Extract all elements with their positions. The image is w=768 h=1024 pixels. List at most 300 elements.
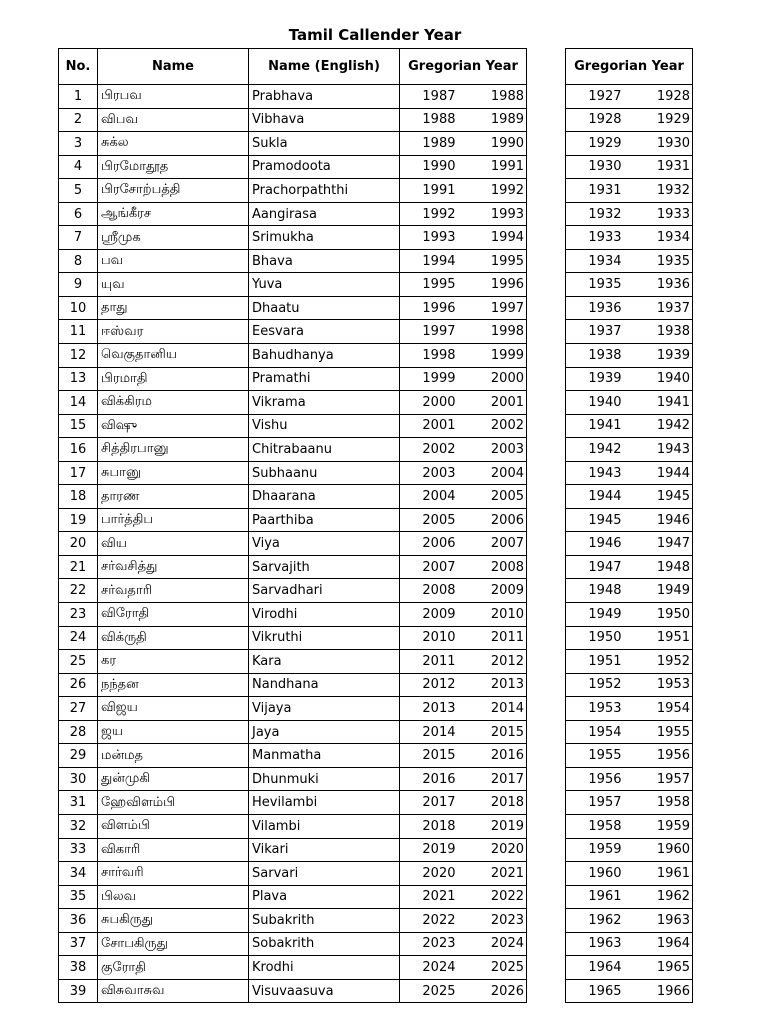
side-table-row — [566, 414, 693, 438]
gregorian-end-year: 1994 — [464, 226, 527, 250]
tamil-name: ஹேவிளம்பி — [98, 791, 249, 815]
gregorian-start-year: 2008 — [400, 579, 464, 603]
gregorian-start-year: 1995 — [400, 273, 464, 297]
side-table-row — [566, 202, 693, 226]
side-table-row — [566, 226, 693, 250]
english-name: Bhava — [249, 249, 400, 273]
gregorian-end-year: 1990 — [464, 132, 527, 156]
gregorian-start-year: 1991 — [400, 179, 464, 203]
earlier-cycle-end-year: 1950 — [630, 603, 693, 627]
tamil-name: சோபகிருது — [98, 932, 249, 956]
tamil-name: ஜய — [98, 720, 249, 744]
gregorian-end-year: 2009 — [464, 579, 527, 603]
gregorian-start-year: 2025 — [400, 979, 464, 1003]
english-name: Krodhi — [249, 956, 400, 980]
english-name: Dhaarana — [249, 485, 400, 509]
earlier-cycle-start-year: 1942 — [566, 438, 630, 462]
earlier-cycle-end-year: 1942 — [630, 414, 693, 438]
table-row — [59, 744, 527, 768]
english-name: Vilambi — [249, 814, 400, 838]
gregorian-start-year: 1987 — [400, 85, 464, 109]
tamil-name: விசுவாசுவ — [98, 979, 249, 1003]
row-number: 37 — [59, 932, 98, 956]
english-name: Sarvari — [249, 862, 400, 886]
row-number: 21 — [59, 555, 98, 579]
gregorian-start-year: 2014 — [400, 720, 464, 744]
english-name: Vibhava — [249, 108, 400, 132]
earlier-cycle-start-year: 1936 — [566, 296, 630, 320]
side-table-row — [566, 179, 693, 203]
table-row — [59, 438, 527, 462]
side-table-row — [566, 249, 693, 273]
side-table-row — [566, 108, 693, 132]
english-name: Dhunmuki — [249, 767, 400, 791]
gregorian-start-year: 2009 — [400, 603, 464, 627]
earlier-cycle-end-year: 1964 — [630, 932, 693, 956]
row-number: 36 — [59, 909, 98, 933]
row-number: 23 — [59, 603, 98, 627]
row-number: 26 — [59, 673, 98, 697]
english-name: Sobakrith — [249, 932, 400, 956]
earlier-cycle-start-year: 1943 — [566, 461, 630, 485]
side-table-row — [566, 438, 693, 462]
earlier-cycle-start-year: 1941 — [566, 414, 630, 438]
english-name: Prabhava — [249, 85, 400, 109]
english-name: Bahudhanya — [249, 344, 400, 368]
table-row — [59, 179, 527, 203]
tamil-name: சித்திரபானு — [98, 438, 249, 462]
row-number: 28 — [59, 720, 98, 744]
english-name: Vikruthi — [249, 626, 400, 650]
side-table-row — [566, 532, 693, 556]
earlier-cycle-end-year: 1956 — [630, 744, 693, 768]
earlier-cycle-end-year: 1954 — [630, 697, 693, 721]
tamil-name: பிரமாதி — [98, 367, 249, 391]
earlier-cycle-start-year: 1930 — [566, 155, 630, 179]
earlier-cycle-end-year: 1949 — [630, 579, 693, 603]
english-name: Pramathi — [249, 367, 400, 391]
tamil-name: துன்முகி — [98, 767, 249, 791]
table-row — [59, 226, 527, 250]
gregorian-end-year: 1996 — [464, 273, 527, 297]
earlier-cycle-end-year: 1940 — [630, 367, 693, 391]
tamil-name: ஆங்கீரச — [98, 202, 249, 226]
earlier-cycle-end-year: 1937 — [630, 296, 693, 320]
table-row — [59, 367, 527, 391]
gregorian-start-year: 2021 — [400, 885, 464, 909]
side-table-row — [566, 132, 693, 156]
row-number: 24 — [59, 626, 98, 650]
english-name: Pramodoota — [249, 155, 400, 179]
earlier-cycle-start-year: 1940 — [566, 391, 630, 415]
english-name: Srimukha — [249, 226, 400, 250]
earlier-cycle-end-year: 1965 — [630, 956, 693, 980]
row-number: 35 — [59, 885, 98, 909]
english-name: Dhaatu — [249, 296, 400, 320]
gregorian-start-year: 1996 — [400, 296, 464, 320]
earlier-cycle-start-year: 1950 — [566, 626, 630, 650]
earlier-cycle-end-year: 1944 — [630, 461, 693, 485]
table-row — [59, 603, 527, 627]
gregorian-end-year: 1991 — [464, 155, 527, 179]
gregorian-start-year: 1998 — [400, 344, 464, 368]
gregorian-start-year: 1993 — [400, 226, 464, 250]
earlier-cycle-end-year: 1947 — [630, 532, 693, 556]
earlier-cycle-start-year: 1964 — [566, 956, 630, 980]
table-row — [59, 508, 527, 532]
tamil-name: பார்த்திப — [98, 508, 249, 532]
header-gregorian-year-2: Gregorian Year — [566, 49, 693, 85]
earlier-cycle-end-year: 1938 — [630, 320, 693, 344]
earlier-cycle-end-year: 1957 — [630, 767, 693, 791]
row-number: 5 — [59, 179, 98, 203]
row-number: 29 — [59, 744, 98, 768]
english-name: Sarvajith — [249, 555, 400, 579]
tamil-name: சர்வசித்து — [98, 555, 249, 579]
gregorian-end-year: 2005 — [464, 485, 527, 509]
table-row — [59, 838, 527, 862]
earlier-cycle-start-year: 1955 — [566, 744, 630, 768]
earlier-cycle-start-year: 1963 — [566, 932, 630, 956]
row-number: 27 — [59, 697, 98, 721]
earlier-cycle-end-year: 1948 — [630, 555, 693, 579]
table-row — [59, 650, 527, 674]
gregorian-end-year: 2011 — [464, 626, 527, 650]
earlier-cycle-end-year: 1933 — [630, 202, 693, 226]
earlier-cycle-start-year: 1931 — [566, 179, 630, 203]
side-table-row — [566, 155, 693, 179]
row-number: 30 — [59, 767, 98, 791]
earlier-cycle-start-year: 1960 — [566, 862, 630, 886]
earlier-cycle-end-year: 1962 — [630, 885, 693, 909]
tamil-name: சுபகிருது — [98, 909, 249, 933]
earlier-cycle-start-year: 1959 — [566, 838, 630, 862]
tamil-name: நந்தன — [98, 673, 249, 697]
row-number: 31 — [59, 791, 98, 815]
side-table-row — [566, 838, 693, 862]
earlier-cycle-start-year: 1946 — [566, 532, 630, 556]
earlier-cycle-end-year: 1955 — [630, 720, 693, 744]
gregorian-end-year: 2023 — [464, 909, 527, 933]
earlier-cycle-start-year: 1961 — [566, 885, 630, 909]
table-row — [59, 626, 527, 650]
gregorian-end-year: 2013 — [464, 673, 527, 697]
earlier-cycle-end-year: 1936 — [630, 273, 693, 297]
gregorian-start-year: 1997 — [400, 320, 464, 344]
side-table-row — [566, 320, 693, 344]
gregorian-start-year: 2002 — [400, 438, 464, 462]
earlier-cycle-start-year: 1939 — [566, 367, 630, 391]
row-number: 20 — [59, 532, 98, 556]
tamil-name: தாது — [98, 296, 249, 320]
row-number: 11 — [59, 320, 98, 344]
side-table-row — [566, 650, 693, 674]
earlier-cycle-start-year: 1949 — [566, 603, 630, 627]
side-table-row — [566, 979, 693, 1003]
side-header-row — [566, 49, 693, 85]
earlier-cycle-end-year: 1934 — [630, 226, 693, 250]
tamil-name: விஜய — [98, 697, 249, 721]
tamil-name: சுபானு — [98, 461, 249, 485]
earlier-cycle-end-year: 1941 — [630, 391, 693, 415]
english-name: Viya — [249, 532, 400, 556]
gregorian-end-year: 2007 — [464, 532, 527, 556]
earlier-cycle-start-year: 1927 — [566, 85, 630, 109]
english-name: Sarvadhari — [249, 579, 400, 603]
side-table-row — [566, 603, 693, 627]
earlier-cycle-start-year: 1965 — [566, 979, 630, 1003]
english-name: Subakrith — [249, 909, 400, 933]
tamil-name: விய — [98, 532, 249, 556]
english-name: Hevilambi — [249, 791, 400, 815]
earlier-cycle-start-year: 1947 — [566, 555, 630, 579]
english-name: Aangirasa — [249, 202, 400, 226]
side-table-row — [566, 344, 693, 368]
side-table-row — [566, 885, 693, 909]
table-row — [59, 697, 527, 721]
header-gregorian-year: Gregorian Year — [400, 49, 527, 85]
earlier-cycle-end-year: 1930 — [630, 132, 693, 156]
gregorian-end-year: 1997 — [464, 296, 527, 320]
earlier-cycle-start-year: 1937 — [566, 320, 630, 344]
tamil-name: சார்வரி — [98, 862, 249, 886]
earlier-cycle-start-year: 1944 — [566, 485, 630, 509]
side-table-row — [566, 673, 693, 697]
gregorian-end-year: 2022 — [464, 885, 527, 909]
table-row — [59, 85, 527, 109]
side-table-row — [566, 391, 693, 415]
gregorian-start-year: 2007 — [400, 555, 464, 579]
gregorian-end-year: 1998 — [464, 320, 527, 344]
row-number: 32 — [59, 814, 98, 838]
row-number: 14 — [59, 391, 98, 415]
table-row — [59, 249, 527, 273]
earlier-cycle-start-year: 1956 — [566, 767, 630, 791]
gregorian-start-year: 2017 — [400, 791, 464, 815]
english-name: Eesvara — [249, 320, 400, 344]
table-row — [59, 814, 527, 838]
side-table-row — [566, 814, 693, 838]
table-row — [59, 555, 527, 579]
gregorian-start-year: 2003 — [400, 461, 464, 485]
gregorian-start-year: 2012 — [400, 673, 464, 697]
gregorian-start-year: 2000 — [400, 391, 464, 415]
english-name: Chitrabaanu — [249, 438, 400, 462]
english-name: Subhaanu — [249, 461, 400, 485]
gregorian-end-year: 1993 — [464, 202, 527, 226]
english-name: Prachorpaththi — [249, 179, 400, 203]
gregorian-start-year: 2024 — [400, 956, 464, 980]
side-table-row — [566, 744, 693, 768]
side-table-row — [566, 296, 693, 320]
earlier-cycle-end-year: 1943 — [630, 438, 693, 462]
row-number: 7 — [59, 226, 98, 250]
earlier-cycle-end-year: 1929 — [630, 108, 693, 132]
side-table-row — [566, 932, 693, 956]
tamil-name: குரோதி — [98, 956, 249, 980]
tamil-name: கர — [98, 650, 249, 674]
gregorian-start-year: 2020 — [400, 862, 464, 886]
row-number: 22 — [59, 579, 98, 603]
gregorian-end-year: 2018 — [464, 791, 527, 815]
tamil-name: பிலவ — [98, 885, 249, 909]
row-number: 39 — [59, 979, 98, 1003]
gregorian-end-year: 2025 — [464, 956, 527, 980]
table-row — [59, 155, 527, 179]
side-table-row — [566, 767, 693, 791]
earlier-cycle-end-year: 1928 — [630, 85, 693, 109]
earlier-cycle-start-year: 1929 — [566, 132, 630, 156]
earlier-cycle-end-year: 1946 — [630, 508, 693, 532]
gregorian-end-year: 1988 — [464, 85, 527, 109]
table-row — [59, 132, 527, 156]
tamil-name: விபவ — [98, 108, 249, 132]
gregorian-end-year: 2000 — [464, 367, 527, 391]
tamil-name: விகாரி — [98, 838, 249, 862]
gregorian-end-year: 1995 — [464, 249, 527, 273]
row-number: 10 — [59, 296, 98, 320]
tamil-name: பிரமோதூத — [98, 155, 249, 179]
header-name-english: Name (English) — [249, 49, 400, 85]
earlier-cycle-start-year: 1951 — [566, 650, 630, 674]
gregorian-year-table — [565, 48, 693, 1003]
gregorian-start-year: 2022 — [400, 909, 464, 933]
tamil-name: பிரசோற்பத்தி — [98, 179, 249, 203]
table-row — [59, 344, 527, 368]
gregorian-end-year: 2001 — [464, 391, 527, 415]
tamil-name: தாரண — [98, 485, 249, 509]
side-table-row — [566, 555, 693, 579]
earlier-cycle-end-year: 1963 — [630, 909, 693, 933]
side-table-row — [566, 791, 693, 815]
gregorian-end-year: 1989 — [464, 108, 527, 132]
english-name: Paarthiba — [249, 508, 400, 532]
table-row — [59, 979, 527, 1003]
row-number: 6 — [59, 202, 98, 226]
row-number: 38 — [59, 956, 98, 980]
row-number: 13 — [59, 367, 98, 391]
earlier-cycle-start-year: 1934 — [566, 249, 630, 273]
header-row — [59, 49, 527, 85]
earlier-cycle-start-year: 1953 — [566, 697, 630, 721]
english-name: Vikrama — [249, 391, 400, 415]
table-row — [59, 956, 527, 980]
gregorian-start-year: 1988 — [400, 108, 464, 132]
earlier-cycle-end-year: 1932 — [630, 179, 693, 203]
row-number: 15 — [59, 414, 98, 438]
tamil-name: சுக்ல — [98, 132, 249, 156]
english-name: Virodhi — [249, 603, 400, 627]
earlier-cycle-end-year: 1945 — [630, 485, 693, 509]
table-row — [59, 296, 527, 320]
earlier-cycle-end-year: 1953 — [630, 673, 693, 697]
gregorian-end-year: 2020 — [464, 838, 527, 862]
earlier-cycle-start-year: 1935 — [566, 273, 630, 297]
table-row — [59, 791, 527, 815]
gregorian-start-year: 2016 — [400, 767, 464, 791]
side-table-row — [566, 367, 693, 391]
english-name: Jaya — [249, 720, 400, 744]
tamil-name: விக்ருதி — [98, 626, 249, 650]
gregorian-end-year: 2004 — [464, 461, 527, 485]
earlier-cycle-end-year: 1966 — [630, 979, 693, 1003]
earlier-cycle-start-year: 1933 — [566, 226, 630, 250]
gregorian-start-year: 2018 — [400, 814, 464, 838]
side-table-row — [566, 697, 693, 721]
row-number: 17 — [59, 461, 98, 485]
gregorian-end-year: 2026 — [464, 979, 527, 1003]
gregorian-end-year: 2019 — [464, 814, 527, 838]
tamil-name: விரோதி — [98, 603, 249, 627]
earlier-cycle-end-year: 1931 — [630, 155, 693, 179]
gregorian-end-year: 2016 — [464, 744, 527, 768]
side-table-row — [566, 485, 693, 509]
gregorian-start-year: 2004 — [400, 485, 464, 509]
english-name: Kara — [249, 650, 400, 674]
tamil-name: விஷு — [98, 414, 249, 438]
gregorian-start-year: 1989 — [400, 132, 464, 156]
english-name: Visuvaasuva — [249, 979, 400, 1003]
english-name: Plava — [249, 885, 400, 909]
gregorian-start-year: 2013 — [400, 697, 464, 721]
table-row — [59, 202, 527, 226]
gregorian-end-year: 2021 — [464, 862, 527, 886]
earlier-cycle-end-year: 1951 — [630, 626, 693, 650]
tamil-name: வெகுதானிய — [98, 344, 249, 368]
table-row — [59, 909, 527, 933]
gregorian-start-year: 2006 — [400, 532, 464, 556]
gregorian-end-year: 2015 — [464, 720, 527, 744]
english-name: Sukla — [249, 132, 400, 156]
earlier-cycle-end-year: 1961 — [630, 862, 693, 886]
earlier-cycle-start-year: 1932 — [566, 202, 630, 226]
row-number: 9 — [59, 273, 98, 297]
table-row — [59, 485, 527, 509]
table-row — [59, 862, 527, 886]
earlier-cycle-start-year: 1938 — [566, 344, 630, 368]
row-number: 3 — [59, 132, 98, 156]
side-table-row — [566, 508, 693, 532]
earlier-cycle-end-year: 1952 — [630, 650, 693, 674]
side-table-row — [566, 720, 693, 744]
gregorian-end-year: 2024 — [464, 932, 527, 956]
english-name: Vijaya — [249, 697, 400, 721]
tamil-name: விக்கிரம — [98, 391, 249, 415]
gregorian-start-year: 2010 — [400, 626, 464, 650]
row-number: 2 — [59, 108, 98, 132]
table-row — [59, 932, 527, 956]
gregorian-end-year: 1992 — [464, 179, 527, 203]
gregorian-end-year: 2006 — [464, 508, 527, 532]
gregorian-start-year: 1999 — [400, 367, 464, 391]
english-name: Manmatha — [249, 744, 400, 768]
side-table-row — [566, 579, 693, 603]
side-table-row — [566, 85, 693, 109]
gregorian-start-year: 2001 — [400, 414, 464, 438]
gregorian-start-year: 2005 — [400, 508, 464, 532]
tamil-name: சர்வதாரி — [98, 579, 249, 603]
table-row — [59, 532, 527, 556]
gregorian-start-year: 2023 — [400, 932, 464, 956]
earlier-cycle-end-year: 1935 — [630, 249, 693, 273]
tamil-year-table — [58, 48, 527, 1003]
row-number: 18 — [59, 485, 98, 509]
earlier-cycle-start-year: 1954 — [566, 720, 630, 744]
gregorian-end-year: 2017 — [464, 767, 527, 791]
english-name: Vishu — [249, 414, 400, 438]
row-number: 33 — [59, 838, 98, 862]
row-number: 34 — [59, 862, 98, 886]
